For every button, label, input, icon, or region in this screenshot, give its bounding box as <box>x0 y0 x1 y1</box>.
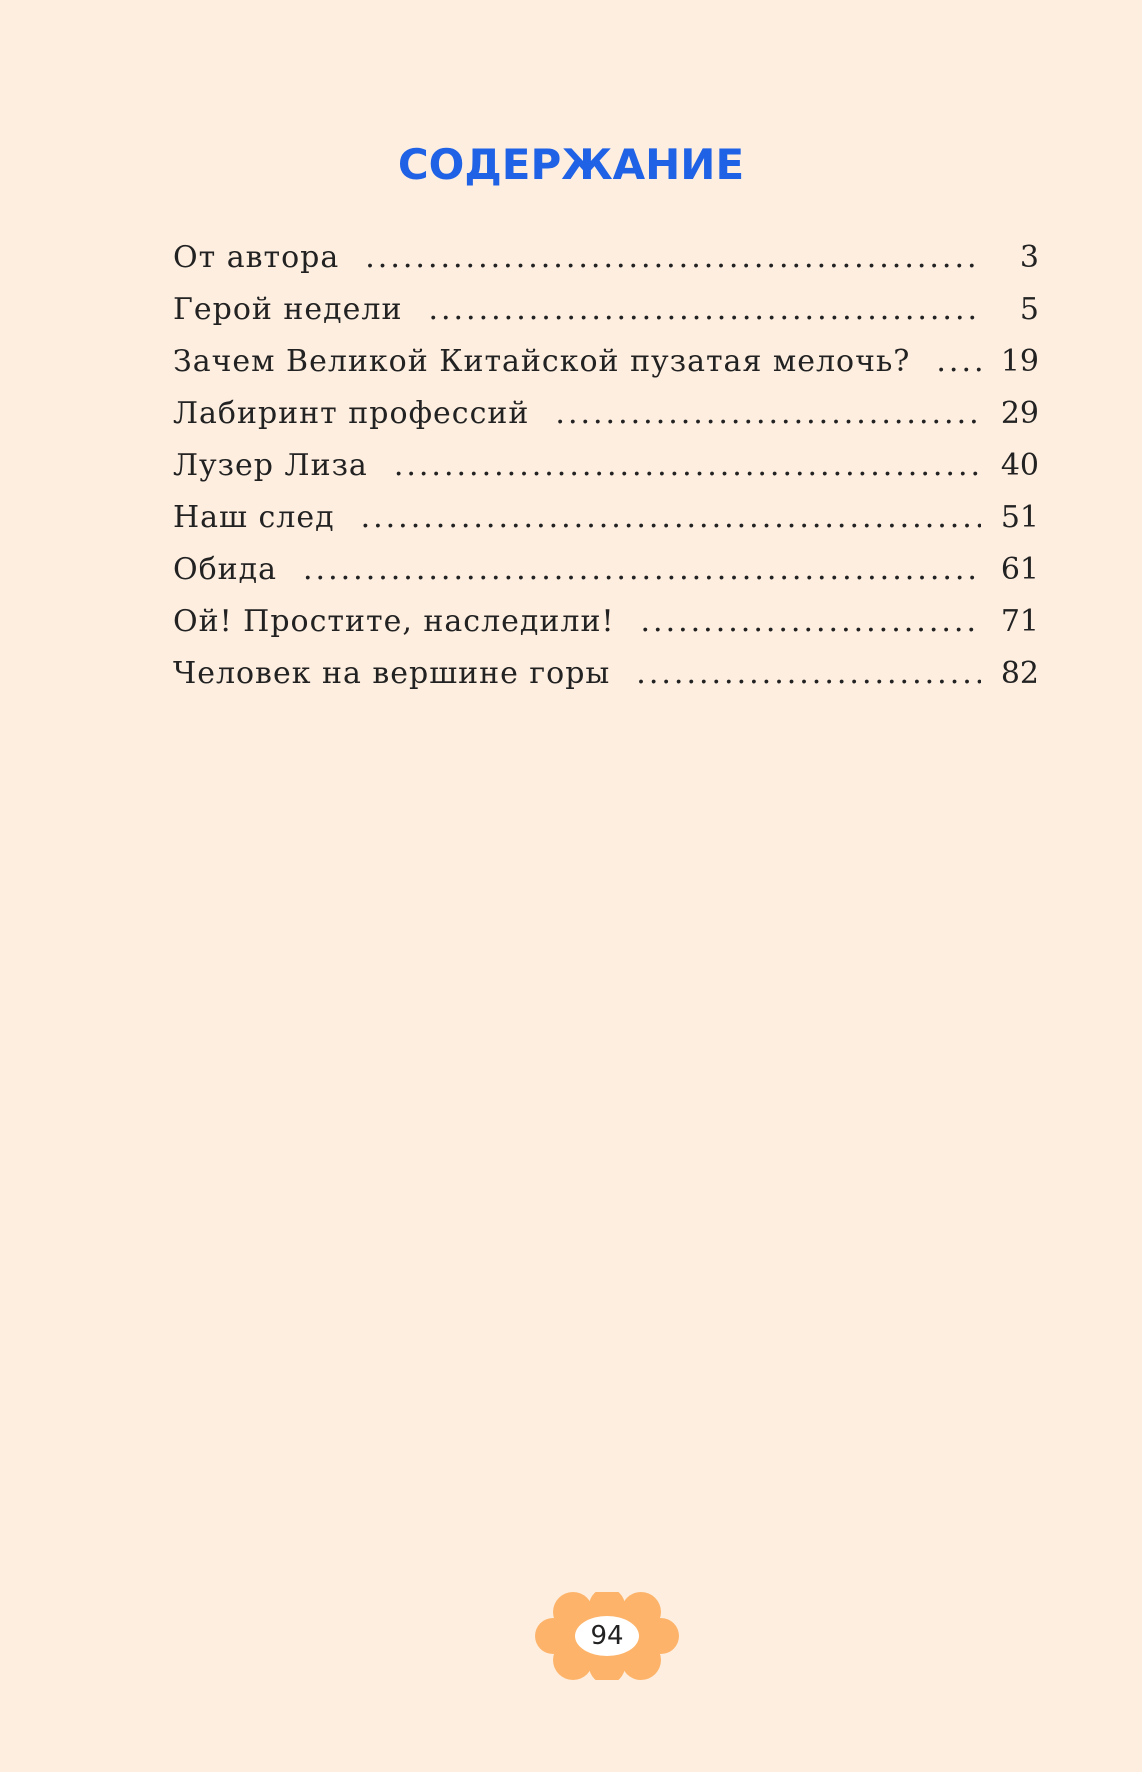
dot-leader <box>394 440 981 492</box>
toc-entry-page: 82 <box>1000 656 1039 691</box>
toc-entry[interactable] <box>173 596 1039 648</box>
toc-entry-page: 61 <box>1000 552 1039 587</box>
toc-entry-page: 29 <box>1000 396 1039 431</box>
dot-leader <box>936 336 981 388</box>
toc-entry-title: Ой! Простите, наследили! <box>173 604 615 639</box>
toc-entry-title: От автора <box>173 240 340 275</box>
dot-leader <box>303 544 981 596</box>
dot-leader <box>636 648 981 700</box>
page-number: 94 <box>590 1621 624 1651</box>
toc-entry-title: Зачем Великой Китайской пузатая мелочь? <box>173 344 911 379</box>
toc-entry-page: 5 <box>1019 292 1039 327</box>
toc-entry-page: 19 <box>1000 344 1039 379</box>
toc-entry[interactable] <box>173 648 1039 700</box>
dot-leader <box>365 232 981 284</box>
toc-entry-title: Человек на вершине горы <box>173 656 611 691</box>
toc-entry[interactable] <box>173 440 1039 492</box>
toc-entry-title: Лузер Лиза <box>173 448 368 483</box>
toc-entry[interactable] <box>173 544 1039 596</box>
toc-entry[interactable] <box>173 492 1039 544</box>
toc-entry-title: Наш след <box>173 500 335 535</box>
table-of-contents <box>173 232 1039 700</box>
toc-entry[interactable] <box>173 388 1039 440</box>
toc-entry-page: 71 <box>1000 604 1039 639</box>
dot-leader <box>555 388 981 440</box>
toc-entry-page: 3 <box>1019 240 1039 275</box>
toc-entry[interactable] <box>173 336 1039 388</box>
page-title: СОДЕРЖАНИЕ <box>397 140 745 189</box>
dot-leader <box>428 284 981 336</box>
toc-entry-title: Герой недели <box>173 292 403 327</box>
toc-entry-page: 40 <box>1000 448 1039 483</box>
toc-entry[interactable] <box>173 232 1039 284</box>
dot-leader <box>361 492 981 544</box>
toc-entry-page: 51 <box>1000 500 1039 535</box>
toc-entry-title: Обида <box>173 552 278 587</box>
dot-leader <box>641 596 982 648</box>
toc-entry[interactable] <box>173 284 1039 336</box>
toc-entry-title: Лабиринт профессий <box>173 396 530 431</box>
